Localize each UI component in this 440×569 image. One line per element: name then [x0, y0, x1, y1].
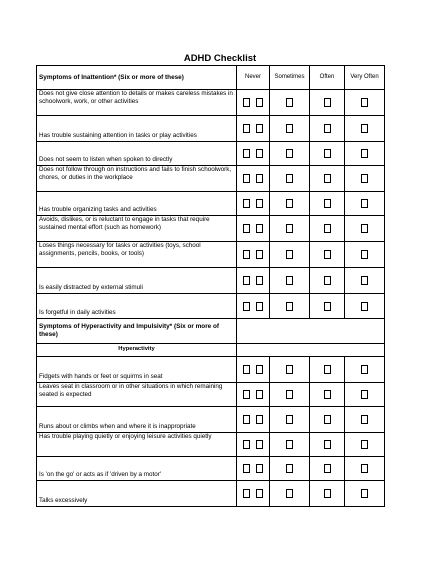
checkbox-very-often[interactable] [361, 390, 368, 399]
checkbox-never[interactable] [243, 199, 250, 208]
hyperactivity-2-sometimes-cell [270, 407, 310, 433]
inattention-8-never-cell [237, 294, 270, 319]
symptom-text: Has trouble playing quietly or enjoying leisure activities quietly [37, 433, 237, 457]
inattention-4-never-cell [237, 192, 270, 216]
checkbox-sometimes[interactable] [286, 464, 293, 473]
symptom-text: Is easily distracted by external stimuli [37, 268, 237, 294]
checkbox-very-often[interactable] [361, 199, 368, 208]
inattention-0-never-cell [237, 90, 270, 116]
checkbox-never[interactable] [243, 124, 250, 133]
checkbox-very-often[interactable] [361, 302, 368, 311]
inattention-7-often-cell [310, 268, 345, 294]
checkbox-very-often[interactable] [361, 415, 368, 424]
inattention-3-never-cell [237, 166, 270, 192]
header-row [37, 66, 385, 90]
checkbox-sometimes[interactable] [286, 199, 293, 208]
checkbox-never[interactable] [243, 390, 250, 399]
checkbox-often[interactable] [324, 124, 331, 133]
checkbox-never[interactable] [256, 302, 263, 311]
hyperactivity-3-sometimes-cell [270, 433, 310, 457]
checkbox-often[interactable] [324, 365, 331, 374]
checkbox-never[interactable] [256, 365, 263, 374]
checkbox-often[interactable] [324, 149, 331, 158]
checklist-row [37, 116, 385, 142]
inattention-6-often-cell [310, 242, 345, 268]
inattention-1-sometimes-cell [270, 116, 310, 142]
checkbox-often[interactable] [324, 302, 331, 311]
checkbox-very-often[interactable] [361, 98, 368, 107]
checkbox-never[interactable] [256, 224, 263, 233]
hyperactivity-0-very-often-cell [345, 357, 385, 383]
checkbox-never[interactable] [243, 365, 250, 374]
inattention-6-sometimes-cell [270, 242, 310, 268]
symptom-text: Avoids, dislikes, or is reluctant to engage in tasks that require sustained mental effort (such as homework) [37, 216, 237, 242]
symptom-text: Is forgetful in daily activities [37, 294, 237, 319]
checkbox-never[interactable] [256, 276, 263, 285]
hyperactivity-0-often-cell [310, 357, 345, 383]
checklist-row [37, 383, 385, 407]
checkbox-often[interactable] [324, 250, 331, 259]
inattention-2-often-cell [310, 142, 345, 166]
hyperactivity-1-very-often-cell [345, 383, 385, 407]
checkbox-never[interactable] [243, 440, 250, 449]
inattention-5-very-often-cell [345, 216, 385, 242]
checkbox-often[interactable] [324, 276, 331, 285]
checkbox-sometimes[interactable] [286, 250, 293, 259]
checkbox-often[interactable] [324, 464, 331, 473]
hyperactivity-3-very-often-cell [345, 433, 385, 457]
checkbox-never[interactable] [243, 489, 250, 498]
section2-heading-blank [237, 319, 385, 344]
symptom-text: Fidgets with hands or feet or squirms in seat [37, 357, 237, 383]
subheading-row [37, 344, 385, 357]
symptom-text: Runs about or climbs when and where it is inappropriate [37, 407, 237, 433]
checklist-row [37, 216, 385, 242]
checkbox-sometimes[interactable] [286, 489, 293, 498]
column-header-sometimes: Sometimes [270, 66, 310, 90]
inattention-0-sometimes-cell [270, 90, 310, 116]
checkbox-often[interactable] [324, 174, 331, 183]
checklist-row [37, 357, 385, 383]
inattention-2-very-often-cell [345, 142, 385, 166]
inattention-3-very-often-cell [345, 166, 385, 192]
checkbox-sometimes[interactable] [286, 124, 293, 133]
checkbox-very-often[interactable] [361, 276, 368, 285]
checkbox-often[interactable] [324, 440, 331, 449]
checklist-row [37, 457, 385, 481]
inattention-4-often-cell [310, 192, 345, 216]
checkbox-sometimes[interactable] [286, 365, 293, 374]
inattention-5-sometimes-cell [270, 216, 310, 242]
inattention-8-very-often-cell [345, 294, 385, 319]
checklist-row [37, 166, 385, 192]
section-heading-hyperactivity: Symptoms of Hyperactivity and Impulsivity* (Six or more of these) [37, 319, 237, 344]
hyperactivity-3-often-cell [310, 433, 345, 457]
hyperactivity-2-never-cell [237, 407, 270, 433]
inattention-0-often-cell [310, 90, 345, 116]
symptom-text: Leaves seat in classroom or in other situations in which remaining seated is expected [37, 383, 237, 407]
column-header-often: Often [310, 66, 345, 90]
checkbox-never[interactable] [256, 124, 263, 133]
checkbox-very-often[interactable] [361, 365, 368, 374]
page-title: ADHD Checklist [183, 53, 257, 64]
checklist-row [37, 268, 385, 294]
checkbox-never[interactable] [243, 276, 250, 285]
hyperactivity-2-often-cell [310, 407, 345, 433]
checkbox-never[interactable] [243, 250, 250, 259]
checkbox-very-often[interactable] [361, 440, 368, 449]
checkbox-very-often[interactable] [361, 124, 368, 133]
checkbox-often[interactable] [324, 98, 331, 107]
hyperactivity-5-very-often-cell [345, 481, 385, 507]
checkbox-often[interactable] [324, 224, 331, 233]
inattention-5-never-cell [237, 216, 270, 242]
section-heading-inattention: Symptoms of Inattention* (Six or more of these) [37, 66, 237, 90]
inattention-8-often-cell [310, 294, 345, 319]
hyperactivity-1-never-cell [237, 383, 270, 407]
checkbox-never[interactable] [243, 174, 250, 183]
checkbox-never[interactable] [243, 415, 250, 424]
subheading-hyperactivity: Hyperactivity [37, 344, 237, 357]
inattention-2-sometimes-cell [270, 142, 310, 166]
checkbox-sometimes[interactable] [286, 302, 293, 311]
checkbox-often[interactable] [324, 415, 331, 424]
hyperactivity-4-often-cell [310, 457, 345, 481]
inattention-8-sometimes-cell [270, 294, 310, 319]
inattention-1-very-often-cell [345, 116, 385, 142]
symptom-text: Does not give close attention to details or makes careless mistakes in schoolwork, work, or other activities [37, 90, 237, 116]
checkbox-never[interactable] [256, 489, 263, 498]
checkbox-sometimes[interactable] [286, 440, 293, 449]
hyperactivity-4-never-cell [237, 457, 270, 481]
column-header-never: Never [237, 66, 270, 90]
hyperactivity-4-sometimes-cell [270, 457, 310, 481]
checklist-row [37, 242, 385, 268]
checklist-row [37, 192, 385, 216]
column-header-very-often: Very Often [345, 66, 385, 90]
checkbox-sometimes[interactable] [286, 149, 293, 158]
checklist-row [37, 294, 385, 319]
subheading-blank [237, 344, 385, 357]
checkbox-sometimes[interactable] [286, 174, 293, 183]
inattention-3-often-cell [310, 166, 345, 192]
symptom-text: Has trouble organizing tasks and activities [37, 192, 237, 216]
checkbox-sometimes[interactable] [286, 98, 293, 107]
checkbox-never[interactable] [243, 149, 250, 158]
checkbox-never[interactable] [243, 224, 250, 233]
checklist-row [37, 90, 385, 116]
inattention-2-never-cell [237, 142, 270, 166]
inattention-1-never-cell [237, 116, 270, 142]
checkbox-very-often[interactable] [361, 149, 368, 158]
checkbox-never[interactable] [256, 174, 263, 183]
section2-heading-row [37, 319, 385, 344]
checkbox-never[interactable] [256, 199, 263, 208]
inattention-0-very-often-cell [345, 90, 385, 116]
checkbox-very-often[interactable] [361, 224, 368, 233]
hyperactivity-4-very-often-cell [345, 457, 385, 481]
inattention-4-very-often-cell [345, 192, 385, 216]
checkbox-sometimes[interactable] [286, 415, 293, 424]
inattention-7-never-cell [237, 268, 270, 294]
inattention-3-sometimes-cell [270, 166, 310, 192]
checkbox-often[interactable] [324, 199, 331, 208]
inattention-6-never-cell [237, 242, 270, 268]
checkbox-often[interactable] [324, 390, 331, 399]
symptom-text: Loses things necessary for tasks or activities (toys, school assignments, pencils, books, or tools) [37, 242, 237, 268]
checkbox-never[interactable] [256, 149, 263, 158]
hyperactivity-0-never-cell [237, 357, 270, 383]
symptom-text: Does not seem to listen when spoken to directly [37, 142, 237, 166]
inattention-7-sometimes-cell [270, 268, 310, 294]
hyperactivity-5-often-cell [310, 481, 345, 507]
checkbox-very-often[interactable] [361, 464, 368, 473]
inattention-1-often-cell [310, 116, 345, 142]
checkbox-never[interactable] [256, 390, 263, 399]
hyperactivity-3-never-cell [237, 433, 270, 457]
hyperactivity-2-very-often-cell [345, 407, 385, 433]
checkbox-never[interactable] [256, 415, 263, 424]
checkbox-often[interactable] [324, 489, 331, 498]
symptom-text: Is 'on the go' or acts as if 'driven by a motor' [37, 457, 237, 481]
symptom-text: Has trouble sustaining attention in tasks or play activities [37, 116, 237, 142]
checkbox-never[interactable] [256, 464, 263, 473]
checklist-row [37, 433, 385, 457]
checkbox-never[interactable] [256, 98, 263, 107]
checkbox-never[interactable] [256, 440, 263, 449]
symptom-text: Does not follow through on instructions and fails to finish schoolwork, chores, or duties in the workplace [37, 166, 237, 192]
inattention-7-very-often-cell [345, 268, 385, 294]
inattention-6-very-often-cell [345, 242, 385, 268]
checkbox-never[interactable] [256, 250, 263, 259]
checkbox-never[interactable] [243, 302, 250, 311]
checklist-body [37, 66, 385, 507]
checkbox-sometimes[interactable] [286, 390, 293, 399]
checklist-row [37, 407, 385, 433]
checkbox-never[interactable] [243, 98, 250, 107]
checklist-table [36, 65, 385, 507]
hyperactivity-1-often-cell [310, 383, 345, 407]
checkbox-sometimes[interactable] [286, 276, 293, 285]
checkbox-very-often[interactable] [361, 489, 368, 498]
hyperactivity-5-never-cell [237, 481, 270, 507]
inattention-4-sometimes-cell [270, 192, 310, 216]
hyperactivity-1-sometimes-cell [270, 383, 310, 407]
hyperactivity-5-sometimes-cell [270, 481, 310, 507]
hyperactivity-0-sometimes-cell [270, 357, 310, 383]
inattention-5-often-cell [310, 216, 345, 242]
symptom-text: Talks excessively [37, 481, 237, 507]
checkbox-very-often[interactable] [361, 174, 368, 183]
checklist-row [37, 481, 385, 507]
checklist-row [37, 142, 385, 166]
checkbox-very-often[interactable] [361, 250, 368, 259]
checkbox-never[interactable] [243, 464, 250, 473]
checkbox-sometimes[interactable] [286, 224, 293, 233]
